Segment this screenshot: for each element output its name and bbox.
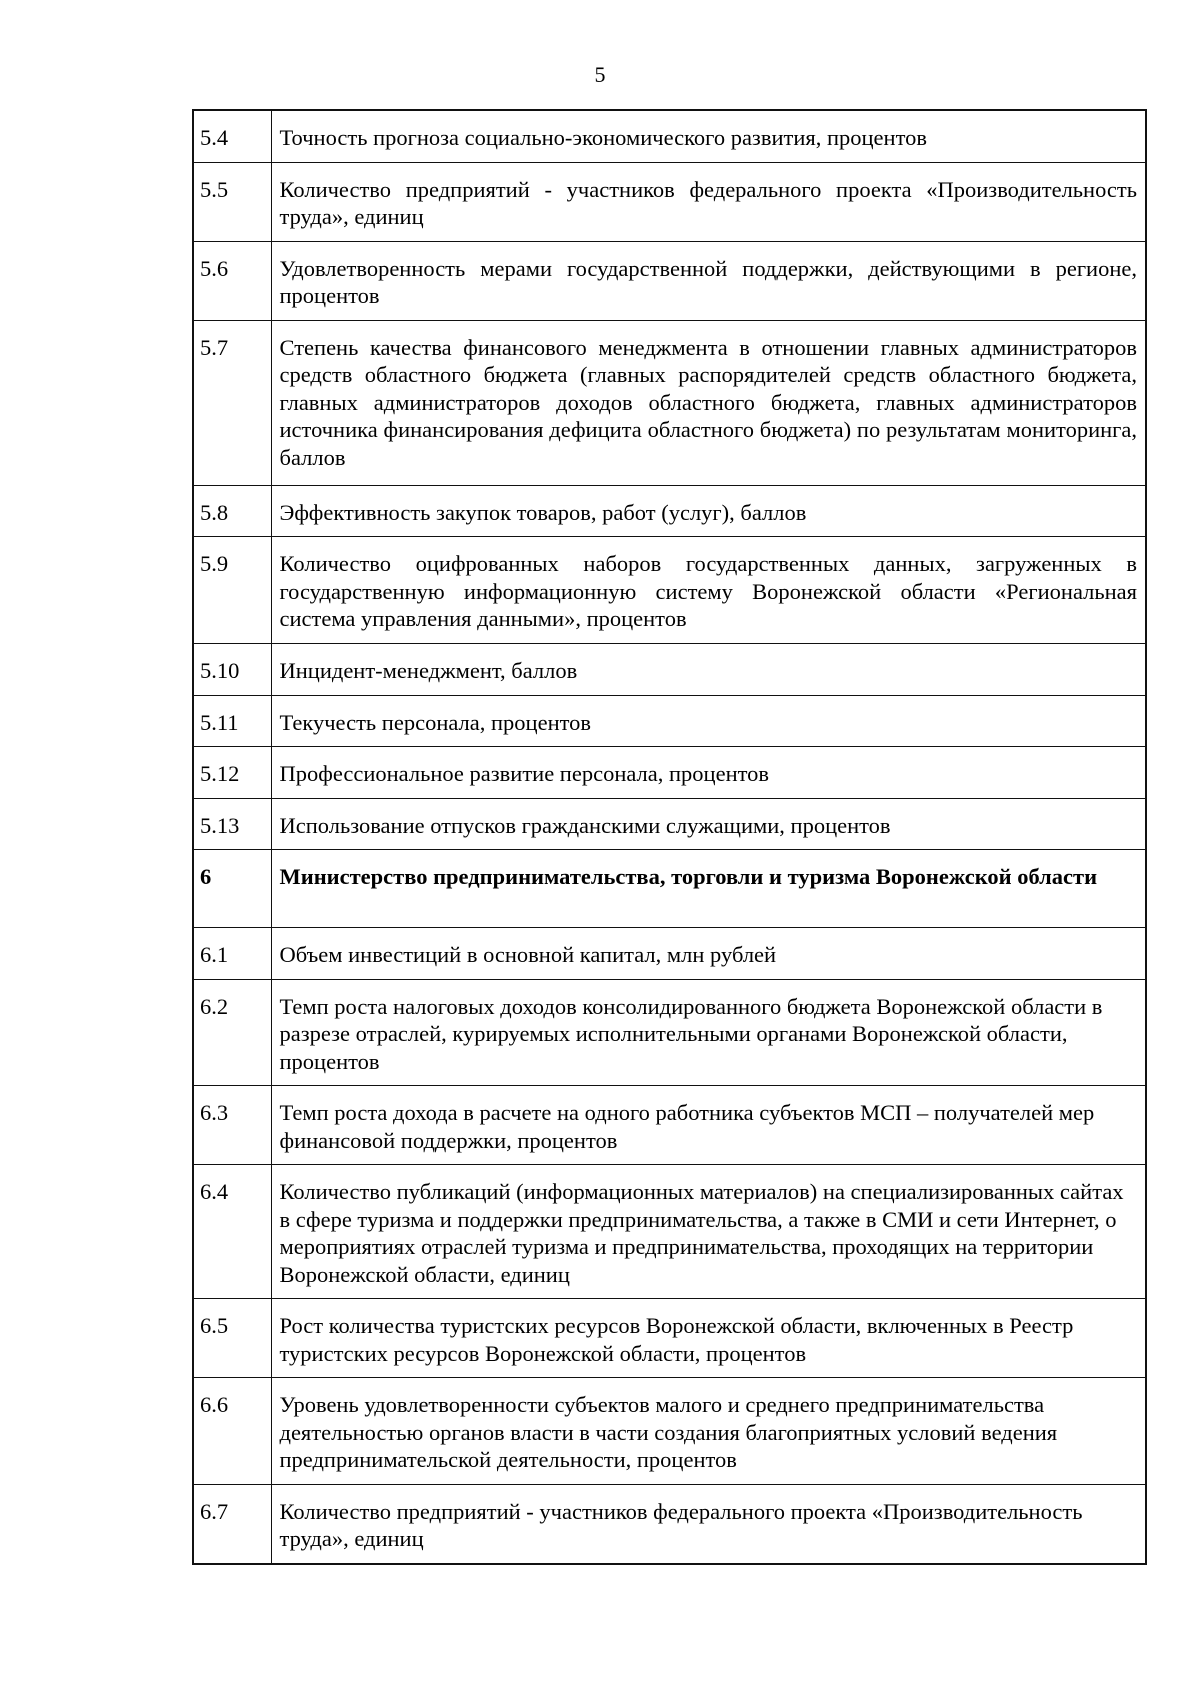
row-number: 6.6 bbox=[193, 1378, 271, 1485]
table-row bbox=[193, 110, 1146, 162]
page-number: 5 bbox=[594, 62, 606, 87]
table-row bbox=[193, 747, 1146, 799]
table-row bbox=[193, 1484, 1146, 1564]
row-number: 6.2 bbox=[193, 979, 271, 1086]
table-row bbox=[193, 162, 1146, 241]
indicator-text: Эффективность закупок товаров, работ (услуг), баллов bbox=[271, 485, 1146, 537]
row-number: 5.8 bbox=[193, 485, 271, 537]
indicator-text: Количество предприятий - участников федерального проекта «Производительность труда», единиц bbox=[271, 162, 1146, 241]
row-number: 5.10 bbox=[193, 644, 271, 696]
row-number: 5.7 bbox=[193, 320, 271, 485]
indicators-table-wrapper bbox=[192, 109, 1145, 1565]
row-number: 5.4 bbox=[193, 110, 271, 162]
section-row bbox=[193, 850, 1146, 928]
row-number: 6.4 bbox=[193, 1165, 271, 1299]
table-row bbox=[193, 695, 1146, 747]
table-row bbox=[193, 928, 1146, 980]
indicators-table bbox=[192, 109, 1147, 1565]
indicator-text: Темп роста дохода в расчете на одного работника субъектов МСП – получателей мер финансовой поддержки, процентов bbox=[271, 1086, 1146, 1165]
indicator-text: Темп роста налоговых доходов консолидированного бюджета Воронежской области в разрезе отраслей, курируемых исполнительными органами Воронежской области, процентов bbox=[271, 979, 1146, 1086]
table-row bbox=[193, 798, 1146, 850]
indicator-text: Точность прогноза социально-экономического развития, процентов bbox=[271, 110, 1146, 162]
indicator-text: Текучесть персонала, процентов bbox=[271, 695, 1146, 747]
table-row bbox=[193, 485, 1146, 537]
row-number: 6.1 bbox=[193, 928, 271, 980]
row-number: 5.5 bbox=[193, 162, 271, 241]
row-number: 5.11 bbox=[193, 695, 271, 747]
table-row bbox=[193, 241, 1146, 320]
table-row bbox=[193, 1165, 1146, 1299]
table-row bbox=[193, 1086, 1146, 1165]
row-number: 6.3 bbox=[193, 1086, 271, 1165]
section-title: Министерство предпринимательства, торговли и туризма Воронежской области bbox=[271, 850, 1146, 928]
indicator-text: Количество оцифрованных наборов государственных данных, загруженных в государственную информационную систему Воронежской области «Региональная система управления данными», процентов bbox=[271, 537, 1146, 644]
row-number: 5.6 bbox=[193, 241, 271, 320]
table-row bbox=[193, 644, 1146, 696]
table-row bbox=[193, 979, 1146, 1086]
row-number: 6.5 bbox=[193, 1299, 271, 1378]
indicator-text: Степень качества финансового менеджмента в отношении главных администраторов средств областного бюджета (главных распорядителей средств областного бюджета, главных администраторов доходов областного бюджета, главных администраторов источника финансирования дефицита областного бюджета) по результатам мониторинга, баллов bbox=[271, 320, 1146, 485]
table-row bbox=[193, 537, 1146, 644]
indicator-text: Использование отпусков гражданскими служащими, процентов bbox=[271, 798, 1146, 850]
indicator-text: Инцидент-менеджмент, баллов bbox=[271, 644, 1146, 696]
row-number: 5.12 bbox=[193, 747, 271, 799]
indicator-text: Уровень удовлетворенности субъектов малого и среднего предпринимательства деятельностью органов власти в части создания благоприятных условий ведения предпринимательской деятельности, процентов bbox=[271, 1378, 1146, 1485]
indicator-text: Профессиональное развитие персонала, процентов bbox=[271, 747, 1146, 799]
table-row bbox=[193, 1378, 1146, 1485]
row-number: 5.9 bbox=[193, 537, 271, 644]
indicator-text: Объем инвестиций в основной капитал, млн рублей bbox=[271, 928, 1146, 980]
indicator-text: Удовлетворенность мерами государственной поддержки, действующими в регионе, процентов bbox=[271, 241, 1146, 320]
table-row bbox=[193, 320, 1146, 485]
row-number: 5.13 bbox=[193, 798, 271, 850]
indicator-text: Рост количества туристских ресурсов Воронежской области, включенных в Реестр туристских ресурсов Воронежской области, процентов bbox=[271, 1299, 1146, 1378]
section-number: 6 bbox=[193, 850, 271, 928]
indicator-text: Количество предприятий - участников федерального проекта «Производительность труда», единиц bbox=[271, 1484, 1146, 1564]
indicator-text: Количество публикаций (информационных материалов) на специализированных сайтах в сфере туризма и поддержки предпринимательства, а также в СМИ и сети Интернет, о мероприятиях отраслей туризма и предпринимательства, проходящих на территории Воронежской области, единиц bbox=[271, 1165, 1146, 1299]
row-number: 6.7 bbox=[193, 1484, 271, 1564]
table-row bbox=[193, 1299, 1146, 1378]
